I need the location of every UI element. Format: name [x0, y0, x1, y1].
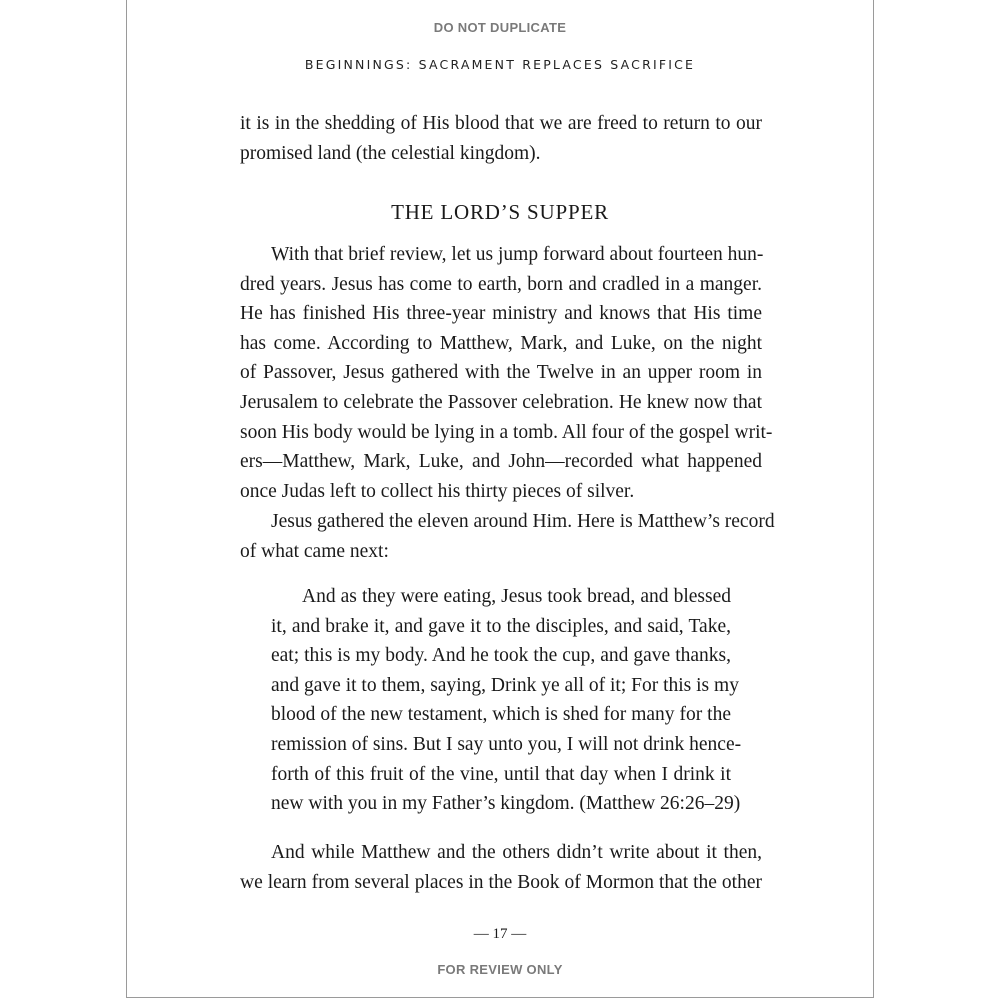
quote-line: remission of sins. But I say unto you, I will not drink hence- [271, 733, 742, 755]
text-line: Jerusalem to celebrate the Passover celebration. He knew now that [240, 391, 762, 413]
quote-line: new with you in my Father’s kingdom. (Matthew 26:26–29) [271, 793, 741, 815]
watermark-top: DO NOT DUPLICATE [433, 20, 567, 35]
text-line: dred years. Jesus has come to earth, born and cradled in a manger. [240, 273, 762, 295]
section-heading: THE LORD’S SUPPER [391, 200, 609, 224]
quote-line: and gave it to them, saying, Drink ye all of it; For this is my [271, 674, 739, 696]
text-line: promised land (the celestial kingdom). [240, 142, 541, 164]
quote-line: it, and brake it, and gave it to the disciples, and said, Take, [271, 615, 731, 637]
watermark-bottom: FOR REVIEW ONLY [437, 962, 563, 977]
book-page [126, 0, 874, 998]
paragraph-lords-supper [240, 240, 773, 506]
quote-line: eat; this is my body. And he took the cup, and gave thanks, [271, 645, 731, 667]
text-line: Jesus gathered the eleven around Him. Here is Matthew’s record [271, 511, 775, 532]
quote-line: blood of the new testament, which is shed for many for the [271, 704, 731, 726]
text-line: He has finished His three-year ministry and knows that His time [240, 303, 762, 325]
text-line: of what came next: [240, 540, 389, 562]
text-line: we learn from several places in the Book of Mormon that the other [240, 871, 762, 893]
text-line: of Passover, Jesus gathered with the Twelve in an upper room in [240, 362, 762, 384]
block-quote [271, 582, 742, 819]
paragraph-book-of-mormon [240, 838, 762, 897]
text-line: And while Matthew and the others didn’t write about it then, [271, 842, 762, 863]
text-line: With that brief review, let us jump forward about fourteen hun- [271, 244, 764, 265]
text-line: has come. According to Matthew, Mark, and Luke, on the night [240, 332, 762, 354]
page-number: — 17 — [473, 926, 527, 942]
text-line: it is in the shedding of His blood that we are freed to return to our [240, 113, 762, 134]
intro-paragraph [240, 109, 762, 168]
quote-line: And as they were eating, Jesus took bread, and blessed [302, 586, 731, 607]
paragraph-matthew-intro [240, 507, 775, 566]
running-head: BEGINNINGS: SACRAMENT REPLACES SACRIFICE [304, 57, 696, 72]
text-line: once Judas left to collect his thirty pieces of silver. [240, 480, 635, 502]
text-line: soon His body would be lying in a tomb. All four of the gospel writ- [240, 421, 773, 443]
text-line: ers—Matthew, Mark, Luke, and John—recorded what happened [240, 451, 762, 473]
quote-line: forth of this fruit of the vine, until that day when I drink it [271, 763, 731, 785]
